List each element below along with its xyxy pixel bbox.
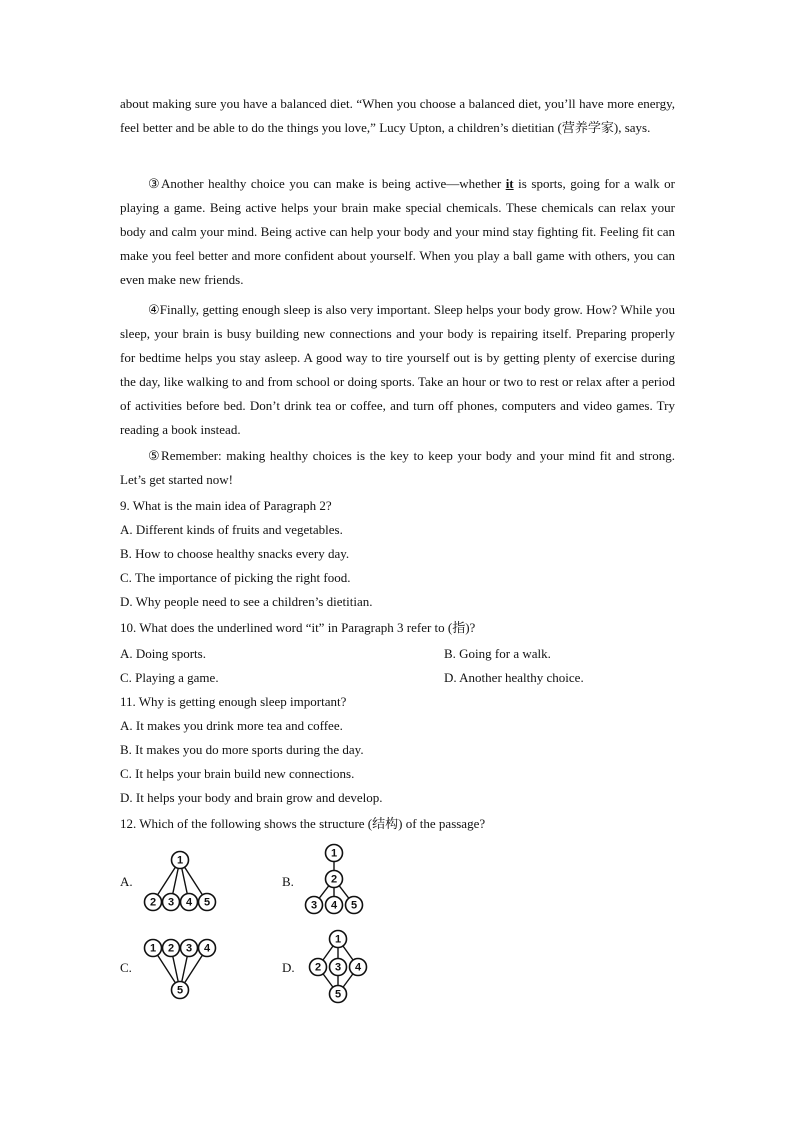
diagram-node-3 — [306, 897, 323, 914]
diagram-node-1 — [330, 931, 347, 948]
paragraph-2-ending: about making sure you have a balanced diet. “When you choose a balanced diet, you’ll have more energy, feel better and be able to do the things you love,” Lucy Upton, a children’s dietitian (营养学家), says. — [120, 96, 675, 135]
svg-text:4: 4 — [354, 961, 362, 974]
question-9-option-d: D. Why people need to see a children’s dietitian. — [120, 594, 373, 609]
question-12-option-d-label: D. — [282, 960, 295, 975]
question-11-stem: 11. Why is getting enough sleep important? — [120, 694, 347, 709]
svg-text:2: 2 — [167, 942, 175, 955]
diagram-node-3 — [330, 959, 347, 976]
svg-text:1: 1 — [149, 942, 157, 955]
diagram-node-2 — [163, 940, 180, 957]
structure-diagram-a — [142, 848, 222, 918]
question-10-stem: 10. What does the underlined word “it” in Paragraph 3 refer to (指)? — [120, 620, 476, 635]
paragraph-3-text-start: ③Another healthy choice you can make is being active—whether — [148, 176, 506, 191]
question-12-option-c-label: C. — [120, 960, 132, 975]
svg-text:5: 5 — [334, 988, 342, 1001]
underlined-word-it: it — [505, 176, 514, 191]
diagram-node-2 — [326, 871, 343, 888]
svg-text:4: 4 — [330, 899, 338, 912]
diagram-node-2 — [145, 894, 162, 911]
paragraph-5: ⑤Remember: making healthy choices is the key to keep your body and your mind fit and strong. Let’s get started now! — [120, 448, 675, 487]
question-11-option-a: A. It makes you drink more tea and coffee. — [120, 718, 343, 733]
question-10-option-a: A. Doing sports. — [120, 646, 206, 661]
diagram-node-5 — [330, 986, 347, 1003]
svg-text:2: 2 — [314, 961, 322, 974]
svg-text:3: 3 — [334, 961, 342, 974]
question-11-option-d: D. It helps your body and brain grow and develop. — [120, 790, 383, 805]
svg-text:4: 4 — [203, 942, 211, 955]
diagram-node-1 — [145, 940, 162, 957]
svg-text:3: 3 — [185, 942, 193, 955]
question-9-stem: 9. What is the main idea of Paragraph 2? — [120, 498, 332, 513]
question-12-option-b-label: B. — [282, 874, 294, 889]
svg-text:3: 3 — [167, 896, 175, 909]
svg-text:2: 2 — [149, 896, 157, 909]
diagram-node-1 — [326, 845, 343, 862]
structure-diagram-b — [300, 842, 370, 916]
diagram-node-2 — [310, 959, 327, 976]
structure-diagram-d — [304, 928, 374, 1004]
svg-text:4: 4 — [185, 896, 193, 909]
svg-text:1: 1 — [176, 854, 184, 867]
diagram-node-5 — [199, 894, 216, 911]
question-12-stem: 12. Which of the following shows the structure (结构) of the passage? — [120, 816, 486, 831]
diagram-node-3 — [163, 894, 180, 911]
paragraph-3-text-end: is sports, going for a walk or playing a game. Being active helps your brain make special chemicals. These chemicals can relax your body and calm your mind. Being active can help your body and your mind stay fighting fit. Feeling fit can make you feel better and more confident about yourself. When you play a ball game with others, you can even make new friends. — [120, 176, 675, 287]
svg-text:1: 1 — [330, 847, 338, 860]
structure-diagram-c — [142, 936, 222, 1000]
question-9-option-b: B. How to choose healthy snacks every day. — [120, 546, 350, 561]
svg-text:5: 5 — [203, 896, 211, 909]
svg-text:5: 5 — [350, 899, 358, 912]
question-10-option-d: D. Another healthy choice. — [444, 670, 584, 685]
svg-text:3: 3 — [310, 899, 318, 912]
svg-text:2: 2 — [330, 873, 338, 886]
question-9-option-c: C. The importance of picking the right food. — [120, 570, 351, 585]
diagram-node-4 — [181, 894, 198, 911]
question-11-option-c: C. It helps your brain build new connections. — [120, 766, 355, 781]
diagram-node-4 — [199, 940, 216, 957]
paragraph-3 — [120, 172, 675, 292]
question-11-option-b: B. It makes you do more sports during the day. — [120, 742, 364, 757]
question-9-option-a: A. Different kinds of fruits and vegetables. — [120, 522, 343, 537]
diagram-node-5 — [172, 982, 189, 999]
paragraph-4: ④Finally, getting enough sleep is also very important. Sleep helps your body grow. How? While you sleep, your brain is busy building new connections and your body is repairing itself. Preparing properly for bedtime helps you stay asleep. A good way to tire yourself out is by getting plenty of exercise during the day, like walking to and from school or doing sports. Take an hour or two to rest or relax after a period of activities before bed. Don’t drink tea or coffee, and turn off phones, computers and video games. Try reading a book instead. — [120, 302, 675, 437]
diagram-node-1 — [172, 852, 189, 869]
diagram-node-4 — [350, 959, 367, 976]
diagram-node-4 — [326, 897, 343, 914]
svg-text:1: 1 — [334, 933, 342, 946]
diagram-node-3 — [181, 940, 198, 957]
svg-text:5: 5 — [176, 984, 184, 997]
diagram-node-5 — [346, 897, 363, 914]
question-10-option-b: B. Going for a walk. — [444, 646, 551, 661]
question-10-option-c: C. Playing a game. — [120, 670, 219, 685]
question-12-option-a-label: A. — [120, 874, 133, 889]
